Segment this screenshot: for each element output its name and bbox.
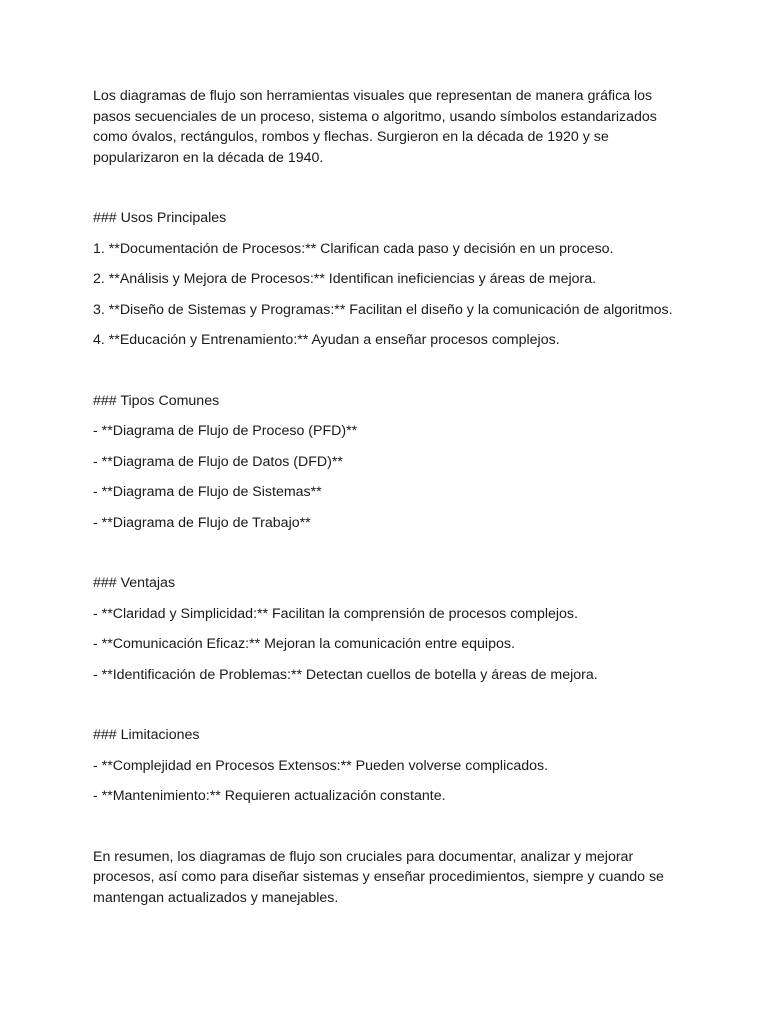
section-heading: ### Limitaciones bbox=[93, 727, 200, 743]
list-item: - **Diagrama de Flujo de Sistemas** bbox=[93, 484, 322, 500]
list-item: 3. **Diseño de Sistemas y Programas:** Facilitan el diseño y la comunicación de algoritmos. bbox=[93, 301, 673, 318]
list-item: - **Diagrama de Flujo de Trabajo** bbox=[93, 514, 311, 531]
section-heading: ### Tipos Comunes bbox=[93, 392, 220, 409]
list-item: 2. **Análisis y Mejora de Procesos:** Identifican ineficiencias y áreas de mejora. bbox=[93, 271, 597, 287]
list-item: - **Diagrama de Flujo de Proceso (PFD)** bbox=[93, 423, 358, 439]
list-item: - **Complejidad en Procesos Extensos:** Pueden volverse complicados. bbox=[93, 757, 549, 774]
list-item: - **Diagrama de Flujo de Datos (DFD)** bbox=[93, 453, 343, 470]
section-ventajas bbox=[93, 573, 683, 685]
closing-paragraph: En resumen, los diagramas de flujo son cruciales para documentar, analizar y mejorar procesos, así como para diseñar sistemas y enseñar procedimientos, siempre y cuando se mantengan actualizados y manejables. bbox=[93, 848, 664, 906]
section-limitaciones bbox=[93, 725, 683, 807]
section-heading: ### Ventajas bbox=[93, 575, 176, 591]
list-item: 4. **Educación y Entrenamiento:** Ayudan a enseñar procesos complejos. bbox=[93, 332, 560, 348]
section-usos-principales bbox=[93, 208, 683, 351]
section-heading: ### Usos Principales bbox=[93, 210, 227, 226]
list-item: - **Identificación de Problemas:** Detectan cuellos de botella y áreas de mejora. bbox=[93, 666, 598, 683]
list-item: 1. **Documentación de Procesos:** Clarifican cada paso y decisión en un proceso. bbox=[93, 240, 614, 257]
document-page bbox=[93, 86, 683, 908]
list-item: - **Mantenimiento:** Requieren actualización constante. bbox=[93, 788, 446, 804]
intro-paragraph: Los diagramas de flujo son herramientas visuales que representan de manera gráfica los pasos secuenciales de un proceso, sistema o algoritmo, usando símbolos estandarizados como óvalos, rectángulos, rombos y flechas. Surgieron en la década de 1920 y se popularizaron en la década de 1940. bbox=[93, 88, 657, 166]
list-item: - **Claridad y Simplicidad:** Facilitan la comprensión de procesos complejos. bbox=[93, 605, 578, 622]
section-tipos-comunes bbox=[93, 391, 683, 534]
list-item: - **Comunicación Eficaz:** Mejoran la comunicación entre equipos. bbox=[93, 636, 515, 652]
